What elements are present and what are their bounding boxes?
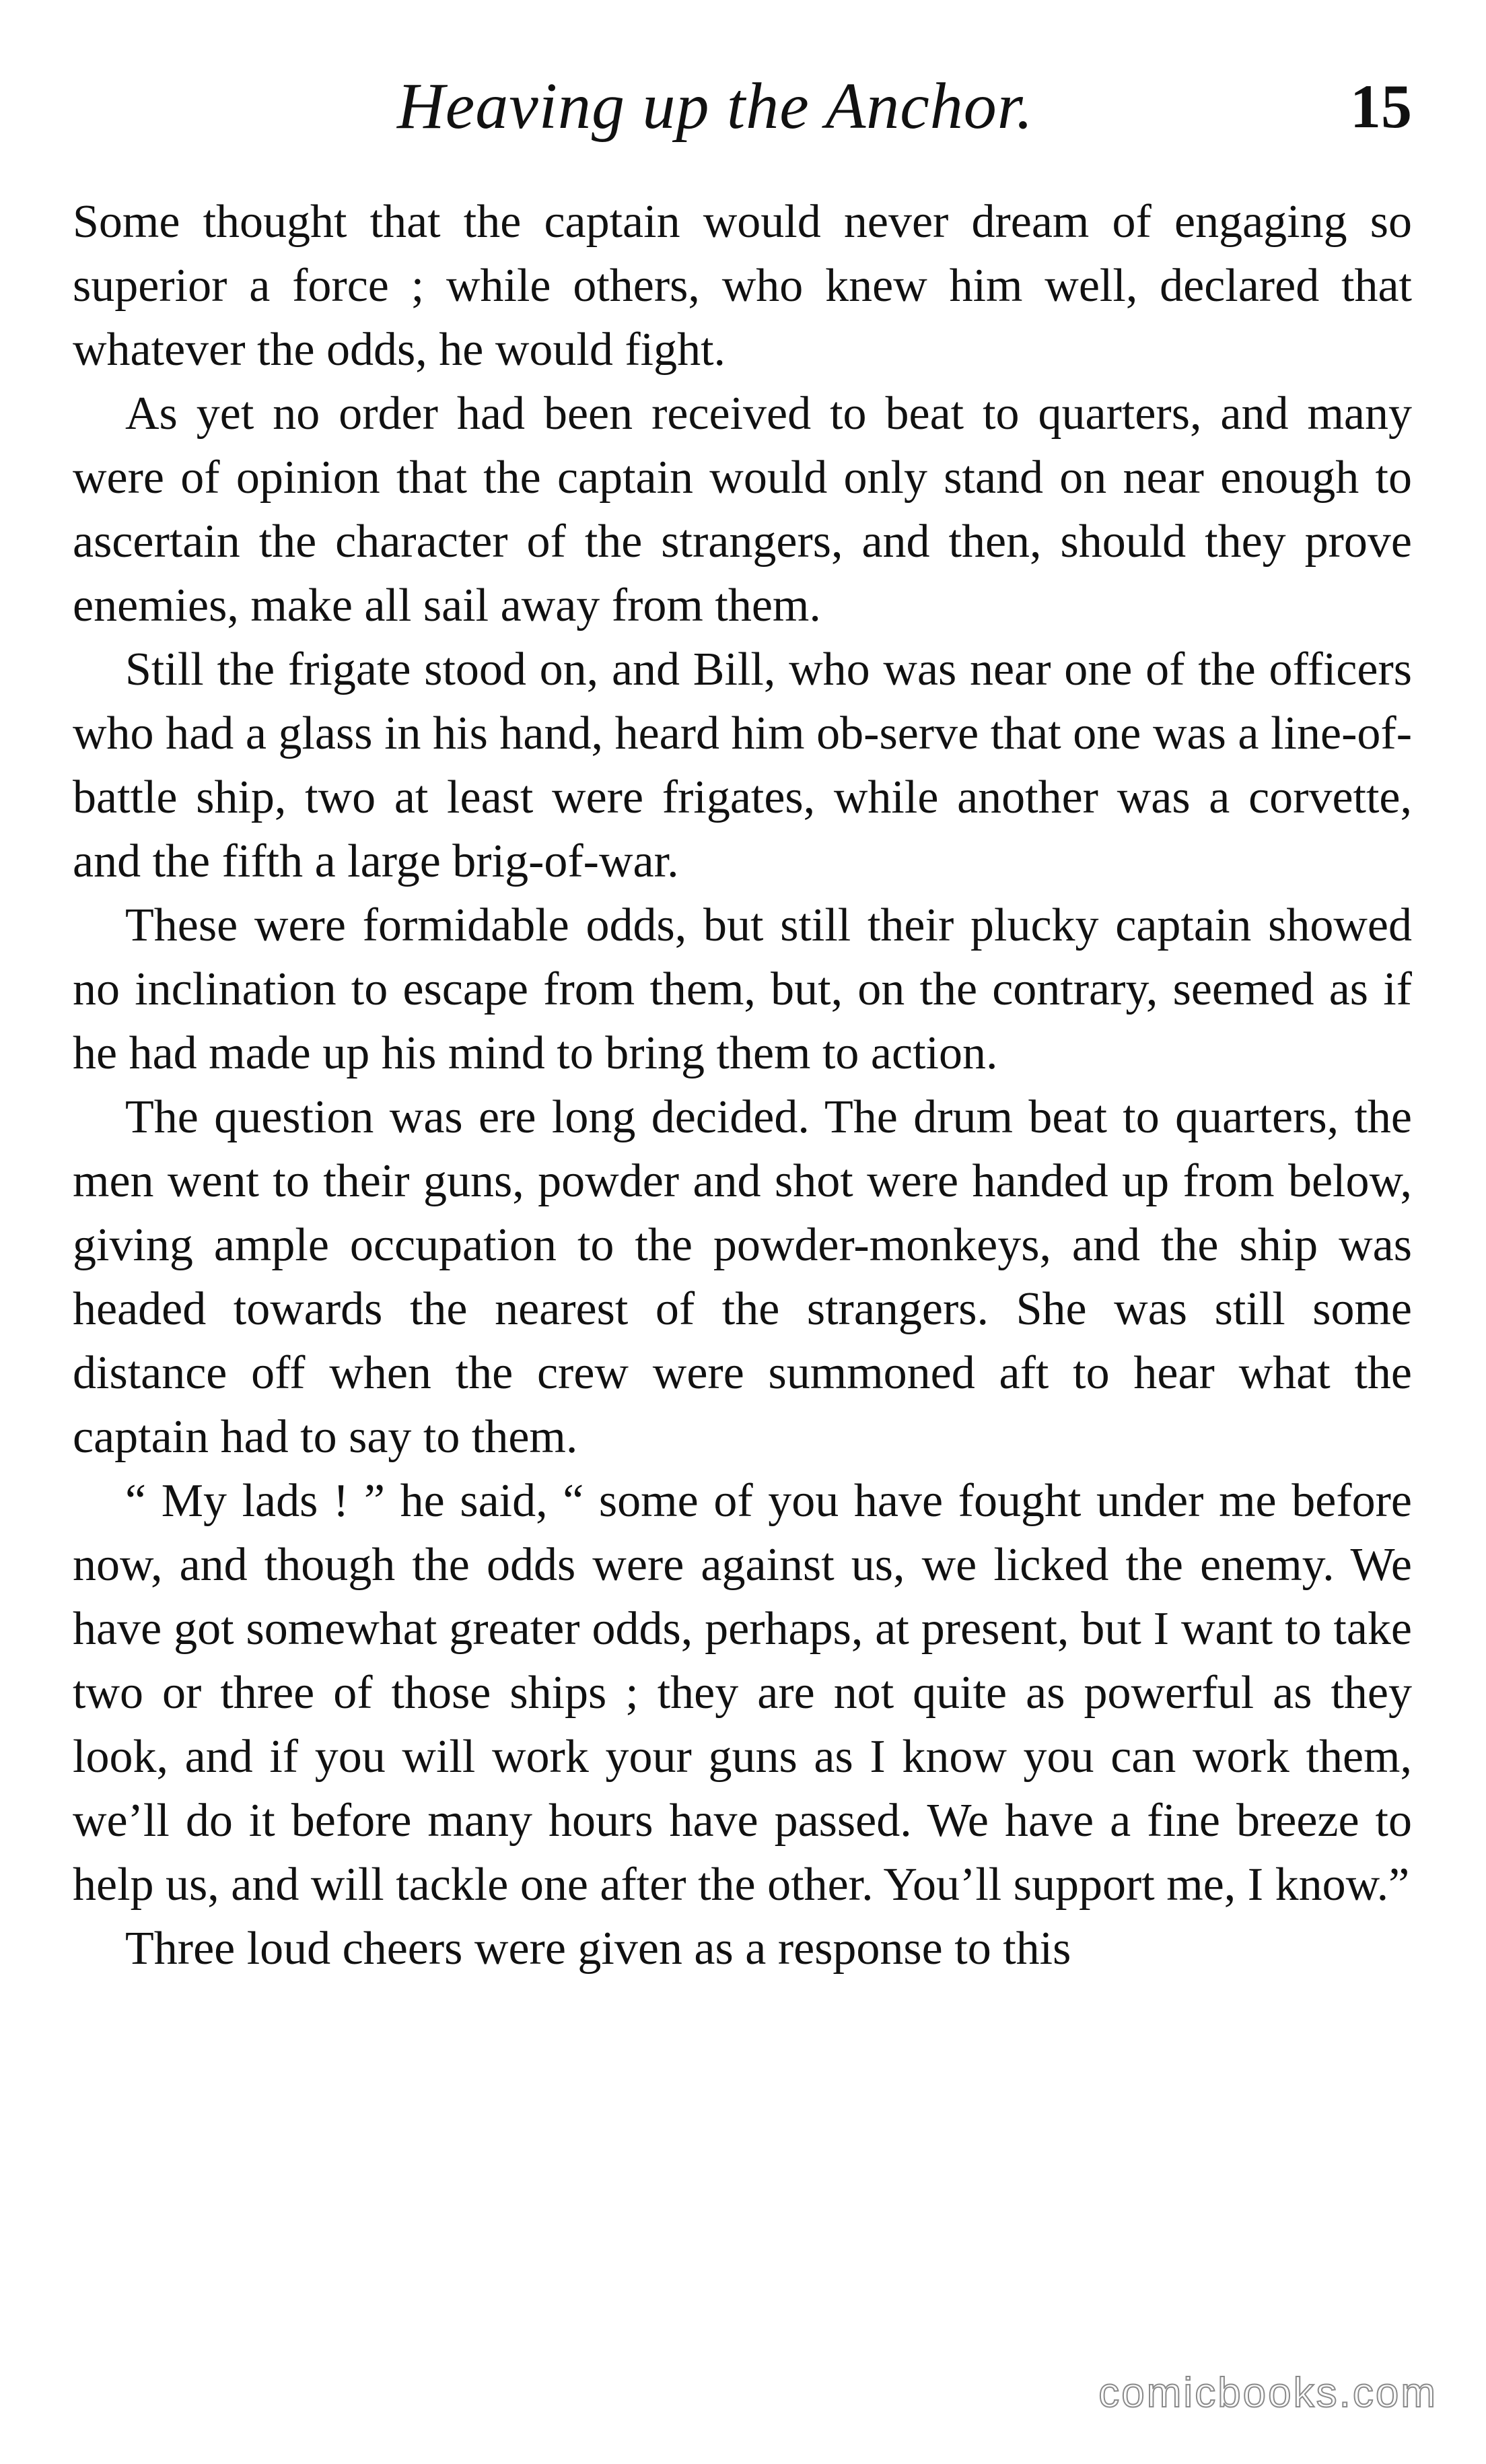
- paragraph-2: As yet no order had been received to beat to quarters, and many were of opinion that the captain would only stand on near enough to ascertain the character of the strangers, and then, should they prove enemies, make all sail away from them.: [73, 388, 1412, 631]
- paragraph-7: Three loud cheers were given as a response to this: [125, 1923, 1071, 1975]
- paragraph-4: These were formidable odds, but still their plucky captain showed no inclination to escape from them, but, on the contrary, seemed as if he had made up his mind to bring them to action.: [73, 899, 1412, 1079]
- paragraph-6: “ My lads ! ” he said, “ some of you have fought under me before now, and though the odds were against us, we licked the enemy. We have got somewhat greater odds, perhaps, at present, but I want to take two or three of those ships ; they are not quite as powerful as they look, and if you will work your guns as I know you can work them, we’ll do it before many hours have passed. We have a fine breeze to help us, and will tackle one after the other. You’ll support me, I know.”: [73, 1475, 1412, 1911]
- running-header: [0, 59, 1486, 153]
- paragraph-1: Some thought that the captain would never dream of engaging so superior a force ; while others, who knew him well, declared that whatever the odds, he would fight.: [73, 196, 1412, 376]
- body-text: [73, 190, 1412, 1981]
- running-title: Heaving up the Anchor.: [397, 70, 1034, 143]
- page-number: 15: [1350, 72, 1412, 141]
- watermark: comicbooks.com: [1098, 2370, 1438, 2416]
- paragraph-5: The question was ere long decided. The drum beat to quarters, the men went to their guns, powder and shot were handed up from below, giving ample occupation to the powder-monkeys, and the ship was headed towards the nearest of the strangers. She was still some distance off when the crew were summoned aft to hear what the captain had to say to them.: [73, 1091, 1412, 1463]
- paragraph-3: Still the frigate stood on, and Bill, who was near one of the officers who had a glass in his hand, heard him ob-serve that one was a line-of-battle ship, two at least were frigates, while another was a corvette, and the fifth a large brig-of-war.: [73, 644, 1412, 887]
